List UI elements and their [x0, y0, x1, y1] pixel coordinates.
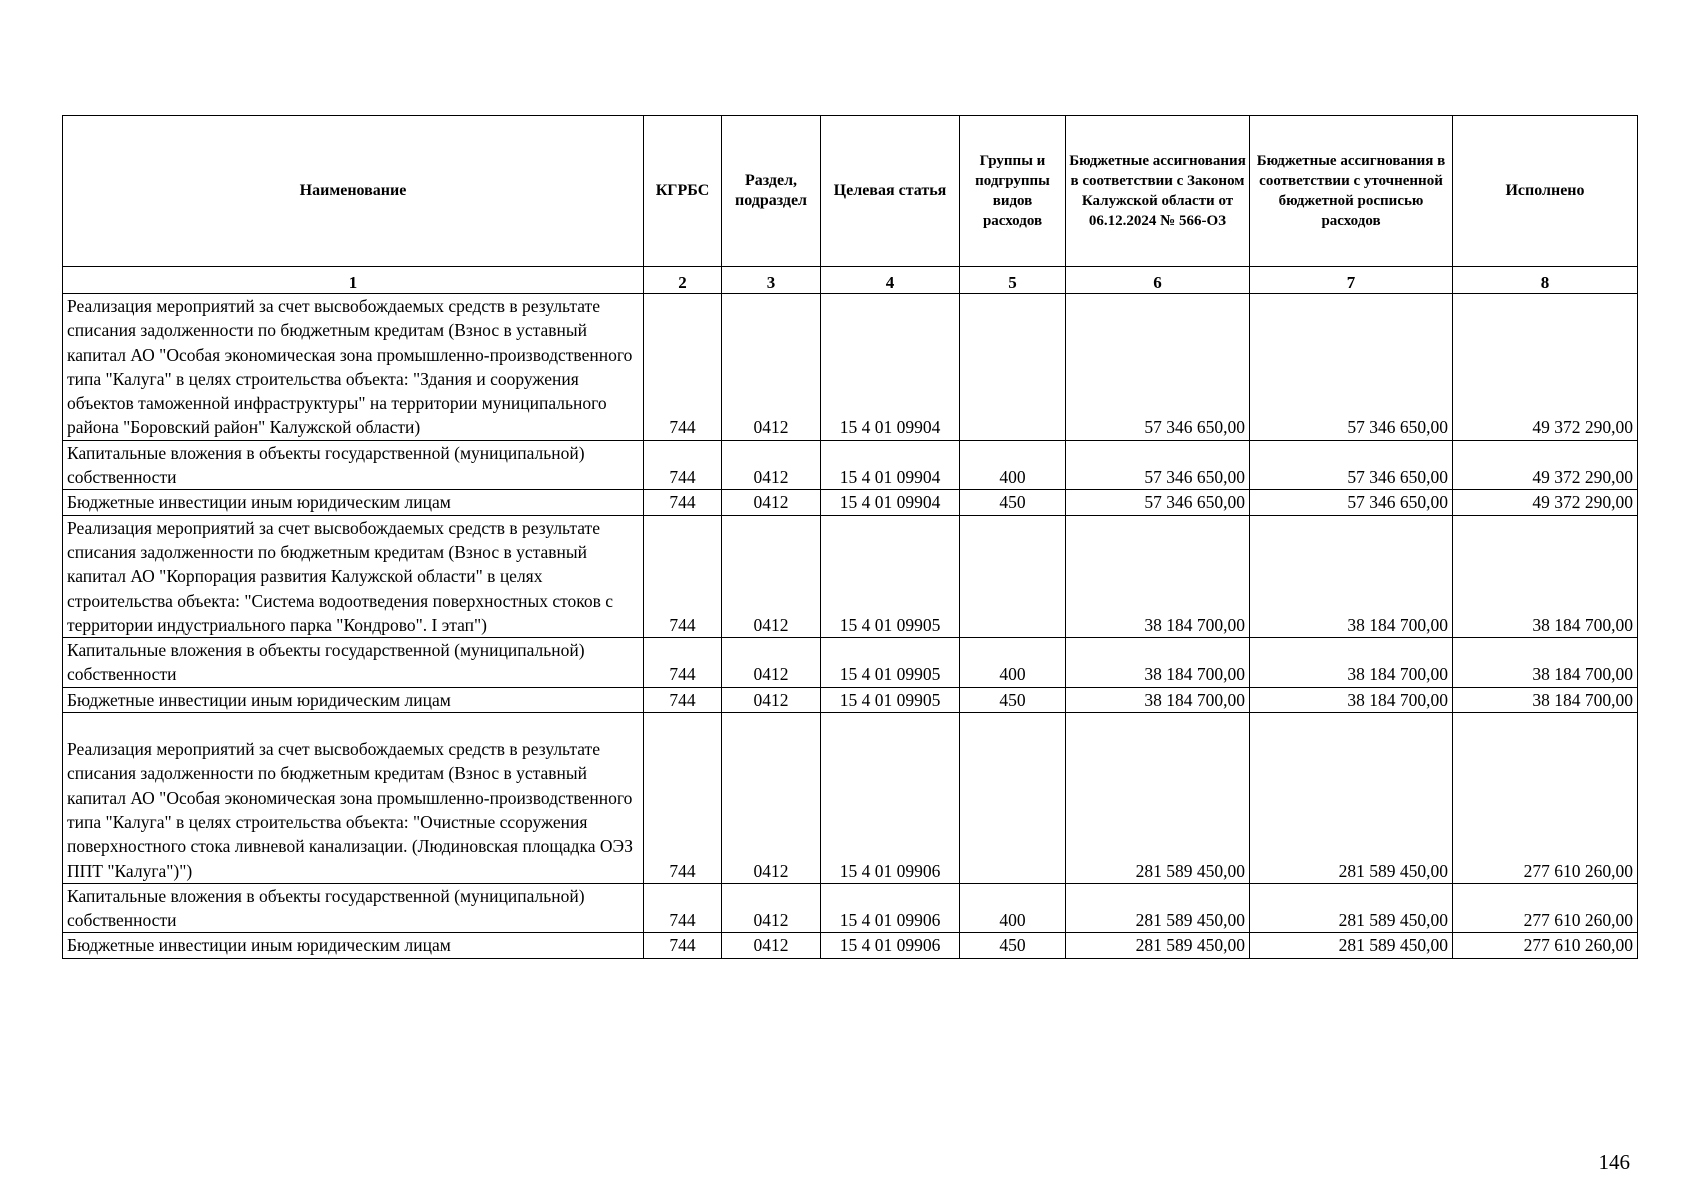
row-section: 0412: [722, 933, 821, 958]
row-target: 15 4 01 09906: [821, 713, 960, 884]
table-row: [63, 687, 1638, 712]
row-refined-amount: 281 589 450,00: [1250, 883, 1453, 933]
row-target: 15 4 01 09904: [821, 294, 960, 441]
row-group: 400: [960, 638, 1066, 688]
row-law-amount: 57 346 650,00: [1066, 490, 1250, 515]
row-refined-amount: 38 184 700,00: [1250, 515, 1453, 637]
header-refined-allocations: Бюджетные ассигнования в соответствии с уточненной бюджетной росписью расходов: [1250, 116, 1453, 267]
column-number: 8: [1453, 267, 1638, 294]
column-number: 2: [644, 267, 722, 294]
row-kgrbs: 744: [644, 294, 722, 441]
table-row: [63, 440, 1638, 490]
row-law-amount: 57 346 650,00: [1066, 440, 1250, 490]
header-target: Целевая статья: [821, 116, 960, 267]
row-executed-amount: 49 372 290,00: [1453, 294, 1638, 441]
table-row: [63, 883, 1638, 933]
row-target: 15 4 01 09904: [821, 490, 960, 515]
row-target: 15 4 01 09906: [821, 883, 960, 933]
row-section: 0412: [722, 515, 821, 637]
row-section: 0412: [722, 440, 821, 490]
row-name: Капитальные вложения в объекты государственной (муниципальной) собственности: [63, 883, 644, 933]
row-kgrbs: 744: [644, 515, 722, 637]
row-law-amount: 281 589 450,00: [1066, 713, 1250, 884]
row-group: [960, 294, 1066, 441]
row-refined-amount: 281 589 450,00: [1250, 713, 1453, 884]
column-number: 1: [63, 267, 644, 294]
header-name: Наименование: [63, 116, 644, 267]
column-number: 7: [1250, 267, 1453, 294]
budget-table: [62, 115, 1638, 959]
row-target: 15 4 01 09905: [821, 687, 960, 712]
row-name: Капитальные вложения в объекты государственной (муниципальной) собственности: [63, 440, 644, 490]
row-law-amount: 38 184 700,00: [1066, 515, 1250, 637]
row-section: 0412: [722, 687, 821, 712]
row-refined-amount: 57 346 650,00: [1250, 440, 1453, 490]
row-group: 400: [960, 440, 1066, 490]
row-kgrbs: 744: [644, 687, 722, 712]
column-number-row: [63, 267, 1638, 294]
header-section: Раздел, подраздел: [722, 116, 821, 267]
row-executed-amount: 38 184 700,00: [1453, 638, 1638, 688]
row-name: Реализация мероприятий за счет высвобождаемых средств в результате списания задолженности по бюджетным кредитам (Взнос в уставный капитал АО "Особая экономическая зона промышленно-производственного типа "Калуга" в целях строительства объекта: "Здания и сооружения объектов таможенной инфраструктуры" на территории муниципального района "Боровский район" Калужской области): [63, 294, 644, 441]
row-group: 450: [960, 933, 1066, 958]
row-name: Реализация мероприятий за счет высвобождаемых средств в результате списания задолженности по бюджетным кредитам (Взнос в уставный капитал АО "Особая экономическая зона промышленно-производственного типа "Калуга" в целях строительства объекта: "Очистные ссоружения поверхностного стока ливневой канализации. (Людиновская площадка ОЭЗ ППТ "Калуга")"): [63, 713, 644, 884]
row-kgrbs: 744: [644, 638, 722, 688]
row-name: Бюджетные инвестиции иным юридическим лицам: [63, 933, 644, 958]
row-law-amount: 57 346 650,00: [1066, 294, 1250, 441]
row-law-amount: 38 184 700,00: [1066, 687, 1250, 712]
row-group: 450: [960, 490, 1066, 515]
header-expense-groups: Группы и подгруппы видов расходов: [960, 116, 1066, 267]
row-kgrbs: 744: [644, 883, 722, 933]
column-number: 3: [722, 267, 821, 294]
row-refined-amount: 38 184 700,00: [1250, 687, 1453, 712]
row-group: [960, 713, 1066, 884]
row-kgrbs: 744: [644, 713, 722, 884]
row-section: 0412: [722, 638, 821, 688]
row-law-amount: 38 184 700,00: [1066, 638, 1250, 688]
column-number: 5: [960, 267, 1066, 294]
table-row: [63, 515, 1638, 637]
header-executed: Исполнено: [1453, 116, 1638, 267]
table-row: [63, 490, 1638, 515]
header-kgrbs: КГРБС: [644, 116, 722, 267]
row-target: 15 4 01 09905: [821, 638, 960, 688]
column-number: 4: [821, 267, 960, 294]
row-section: 0412: [722, 713, 821, 884]
row-executed-amount: 38 184 700,00: [1453, 515, 1638, 637]
row-kgrbs: 744: [644, 490, 722, 515]
row-executed-amount: 277 610 260,00: [1453, 713, 1638, 884]
row-section: 0412: [722, 883, 821, 933]
row-law-amount: 281 589 450,00: [1066, 883, 1250, 933]
table-row: [63, 294, 1638, 441]
row-refined-amount: 281 589 450,00: [1250, 933, 1453, 958]
page-number: 146: [1598, 1150, 1630, 1174]
row-refined-amount: 57 346 650,00: [1250, 490, 1453, 515]
row-section: 0412: [722, 490, 821, 515]
row-name: Капитальные вложения в объекты государственной (муниципальной) собственности: [63, 638, 644, 688]
row-executed-amount: 277 610 260,00: [1453, 883, 1638, 933]
row-kgrbs: 744: [644, 933, 722, 958]
row-executed-amount: 49 372 290,00: [1453, 440, 1638, 490]
header-row: [63, 116, 1638, 267]
row-name: Бюджетные инвестиции иным юридическим лицам: [63, 687, 644, 712]
column-number: 6: [1066, 267, 1250, 294]
row-name: Бюджетные инвестиции иным юридическим лицам: [63, 490, 644, 515]
table-row: [63, 713, 1638, 884]
row-executed-amount: 38 184 700,00: [1453, 687, 1638, 712]
row-target: 15 4 01 09906: [821, 933, 960, 958]
row-refined-amount: 57 346 650,00: [1250, 294, 1453, 441]
row-target: 15 4 01 09905: [821, 515, 960, 637]
row-law-amount: 281 589 450,00: [1066, 933, 1250, 958]
row-executed-amount: 49 372 290,00: [1453, 490, 1638, 515]
row-group: [960, 515, 1066, 637]
row-name: Реализация мероприятий за счет высвобождаемых средств в результате списания задолженности по бюджетным кредитам (Взнос в уставный капитал АО "Корпорация развития Калужской области" в целях строительства объекта: "Система водоотведения поверхностных стоков с территории индустриального парка "Кондрово". I этап"): [63, 515, 644, 637]
header-law-allocations: Бюджетные ассигнования в соответствии с Законом Калужской области от 06.12.2024 № 566-ОЗ: [1066, 116, 1250, 267]
table-row: [63, 638, 1638, 688]
table-row: [63, 933, 1638, 958]
row-group: 450: [960, 687, 1066, 712]
row-refined-amount: 38 184 700,00: [1250, 638, 1453, 688]
row-executed-amount: 277 610 260,00: [1453, 933, 1638, 958]
row-group: 400: [960, 883, 1066, 933]
row-target: 15 4 01 09904: [821, 440, 960, 490]
row-kgrbs: 744: [644, 440, 722, 490]
row-section: 0412: [722, 294, 821, 441]
